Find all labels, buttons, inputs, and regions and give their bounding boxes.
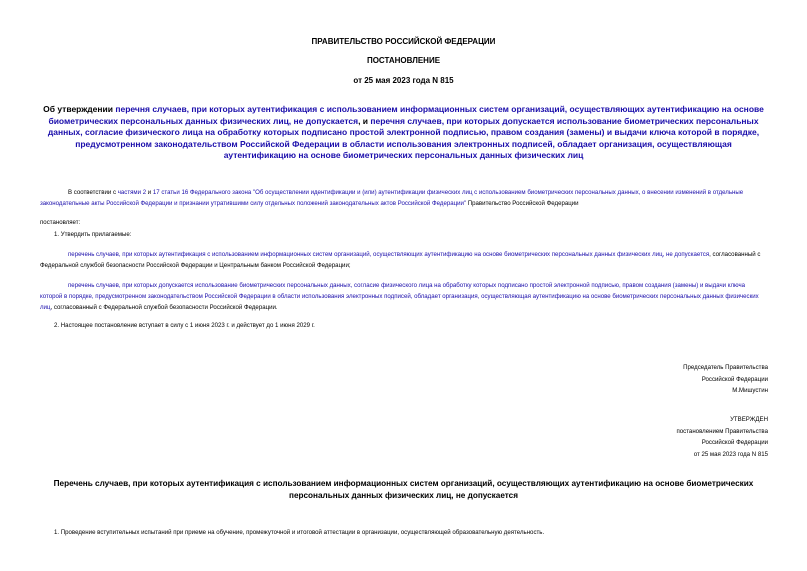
government-heading: ПРАВИТЕЛЬСТВО РОССИЙСКОЙ ФЕДЕРАЦИИ — [311, 37, 496, 46]
list-link-not-allowed[interactable]: перечень случаев, при которых аутентификация с использованием информационных систем организаций, осуществляющих аутентификацию на основе биометрических персональных данных физических лиц, не допускается — [68, 251, 710, 258]
item-2: 2. Настоящее постановление вступает в силу с 1 июня 2023 г. и действует до 1 июня 2029 г. — [54, 322, 315, 329]
preamble-text-3: Правительство Российской Федерации — [466, 200, 579, 207]
list-link-allowed[interactable]: перечень случаев, при которых допускается использование биометрических персональных данных, согласие физического лица на обработку которых подписано простой электронной подписью, правом создания (замены) и выдачи ключа которой в порядке, предусмотренном законодательством Российской Федерации в области использования электронных подписей, обладает организация, осуществляющая аутентификацию на основе биометрических персональных данных физических лиц — [40, 282, 759, 311]
list-item-1: 1. Проведение вступительных испытаний при приеме на обучение, промежуточной и итоговой аттестации в организации, осуществляющей образовательную деятельность. — [54, 529, 545, 536]
title-prefix: Об утверждении — [43, 104, 116, 114]
title-link-list-not-allowed[interactable]: перечня случаев, при которых аутентификация с использованием информационных систем организаций, осуществляющих аутентификацию на основе биометрических персональных данных физических лиц, не допускается — [48, 104, 764, 126]
list-title: Перечень случаев, при которых аутентификация с использованием информационных систем организаций, осуществляющих аутентификацию на основе биометрических персональных данных физических лиц, не допускается — [53, 479, 754, 500]
document-type: ПОСТАНОВЛЕНИЕ — [366, 56, 441, 65]
decree-word: постановляет: — [40, 219, 81, 226]
list-paragraph-2 — [40, 280, 768, 313]
list-paragraph-1 — [40, 249, 768, 271]
signature-position: Председатель Правительства — [683, 364, 768, 371]
approval-line-3: Российской Федерации — [701, 439, 768, 446]
signature-organization: Российской Федерации — [701, 375, 768, 383]
preamble-text-2: и — [146, 189, 153, 196]
document-date-number: от 25 мая 2023 года N 815 — [353, 76, 454, 85]
list-paragraph-2-rest: , согласованный с Федеральной службой безопасности Российской Федерации. — [50, 304, 278, 311]
signature-name: М.Мишустин — [732, 387, 768, 394]
preamble-text-1: В соответствии с — [68, 189, 118, 196]
preamble-link-federal-law[interactable]: 17 статьи 16 Федерального закона "Об осуществлении идентификации и (или) аутентификации физических лиц с использованием биометрических персональных данных, о внесении изменений в отдельные законодательные акты Российской Федерации и признании утратившими силу отдельных положений законодательных актов Российской Федерации" — [40, 189, 744, 207]
title-link-list-allowed[interactable]: перечня случаев, при которых допускается использование биометрических персональных данных, согласие физического лица на обработку которых подписано простой электронной подписью, правом создания (замены) и выдачи ключа которой в порядке, предусмотренном законодательством Российской Федерации в области использования электронных подписей, обладает организация, осуществляющая аутентификацию на основе биометрических персональных данных физических лиц — [47, 115, 760, 160]
approval-line-4: от 25 мая 2023 года N 815 — [693, 450, 768, 458]
preamble-link-part-2[interactable]: частями 2 — [117, 189, 147, 196]
list-paragraph-1-rest: , согласованный с Федеральной службой безопасности Российской Федерации и Центральным банком Российской Федерации; — [40, 251, 761, 269]
signature-block — [468, 362, 768, 397]
approval-block — [468, 414, 768, 460]
document-title — [40, 104, 767, 162]
approval-stamp: УТВЕРЖДЕН — [730, 416, 768, 423]
approval-line-2: постановлением Правительства — [676, 427, 768, 435]
title-middle: , и — [358, 115, 371, 126]
preamble-paragraph — [40, 187, 768, 209]
item-1: 1. Утвердить прилагаемые: — [54, 231, 132, 238]
